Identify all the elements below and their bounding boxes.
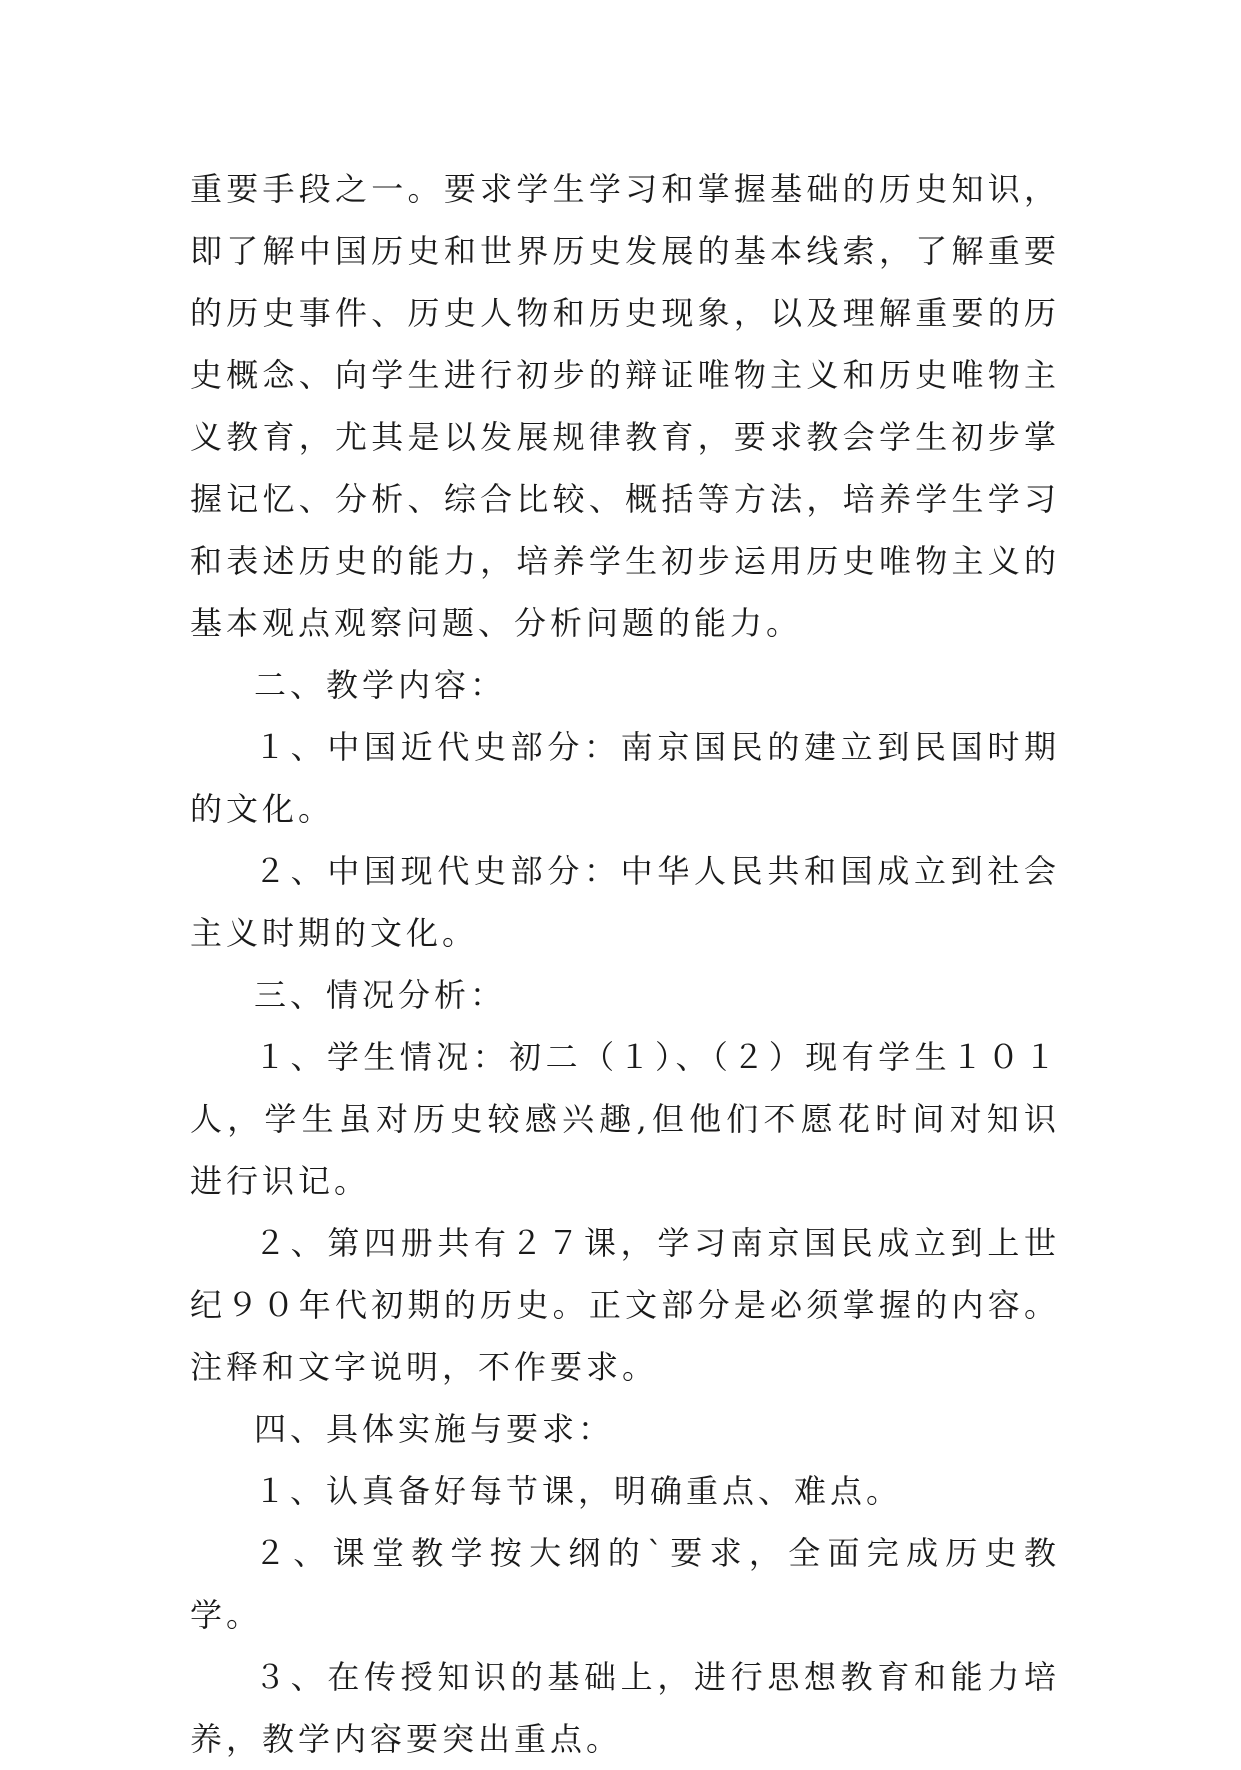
document-body xyxy=(190,158,1060,1770)
paragraph-contemporary-history: ２、中国现代史部分：中华人民共和国成立到社会主义时期的文化。 xyxy=(190,852,1060,952)
heading-teaching-content: 二、教学内容： xyxy=(254,666,507,704)
paragraph-modern-history: １、中国近代史部分：南京国民的建立到民国时期的文化。 xyxy=(190,728,1060,828)
paragraph-lesson-prep: １、认真备好每节课，明确重点、难点。 xyxy=(254,1472,903,1510)
heading-situation-analysis: 三、情况分析： xyxy=(254,976,507,1014)
paragraph-student-situation: １、学生情况：初二（１）、（２）现有学生１０１人，学生虽对历史较感兴趣,但他们不愿花时间对知识进行识记。 xyxy=(190,1038,1060,1200)
paragraph-textbook-situation: ２、第四册共有２７课，学习南京国民成立到上世纪９０年代初期的历史。正文部分是必须掌握的内容。注释和文字说明，不作要求。 xyxy=(190,1224,1060,1386)
heading-implementation: 四、具体实施与要求： xyxy=(254,1410,615,1448)
paragraph-classroom-teaching: ２、课堂教学按大纲的`要求，全面完成历史教学。 xyxy=(190,1534,1060,1634)
paragraph-knowledge-transfer: ３、在传授知识的基础上，进行思想教育和能力培养，教学内容要突出重点。 xyxy=(190,1658,1060,1758)
paragraph-objectives-continued: 重要手段之一。要求学生学习和掌握基础的历史知识，即了解中国历史和世界历史发展的基本线索，了解重要的历史事件、历史人物和历史现象，以及理解重要的历史概念、向学生进行初步的辩证唯物主义和历史唯物主义教育，尤其是以发展规律教育，要求教会学生初步掌握记忆、分析、综合比较、概括等方法，培养学生学习和表述历史的能力，培养学生初步运用历史唯物主义的基本观点观察问题、分析问题的能力。 xyxy=(190,170,1060,642)
